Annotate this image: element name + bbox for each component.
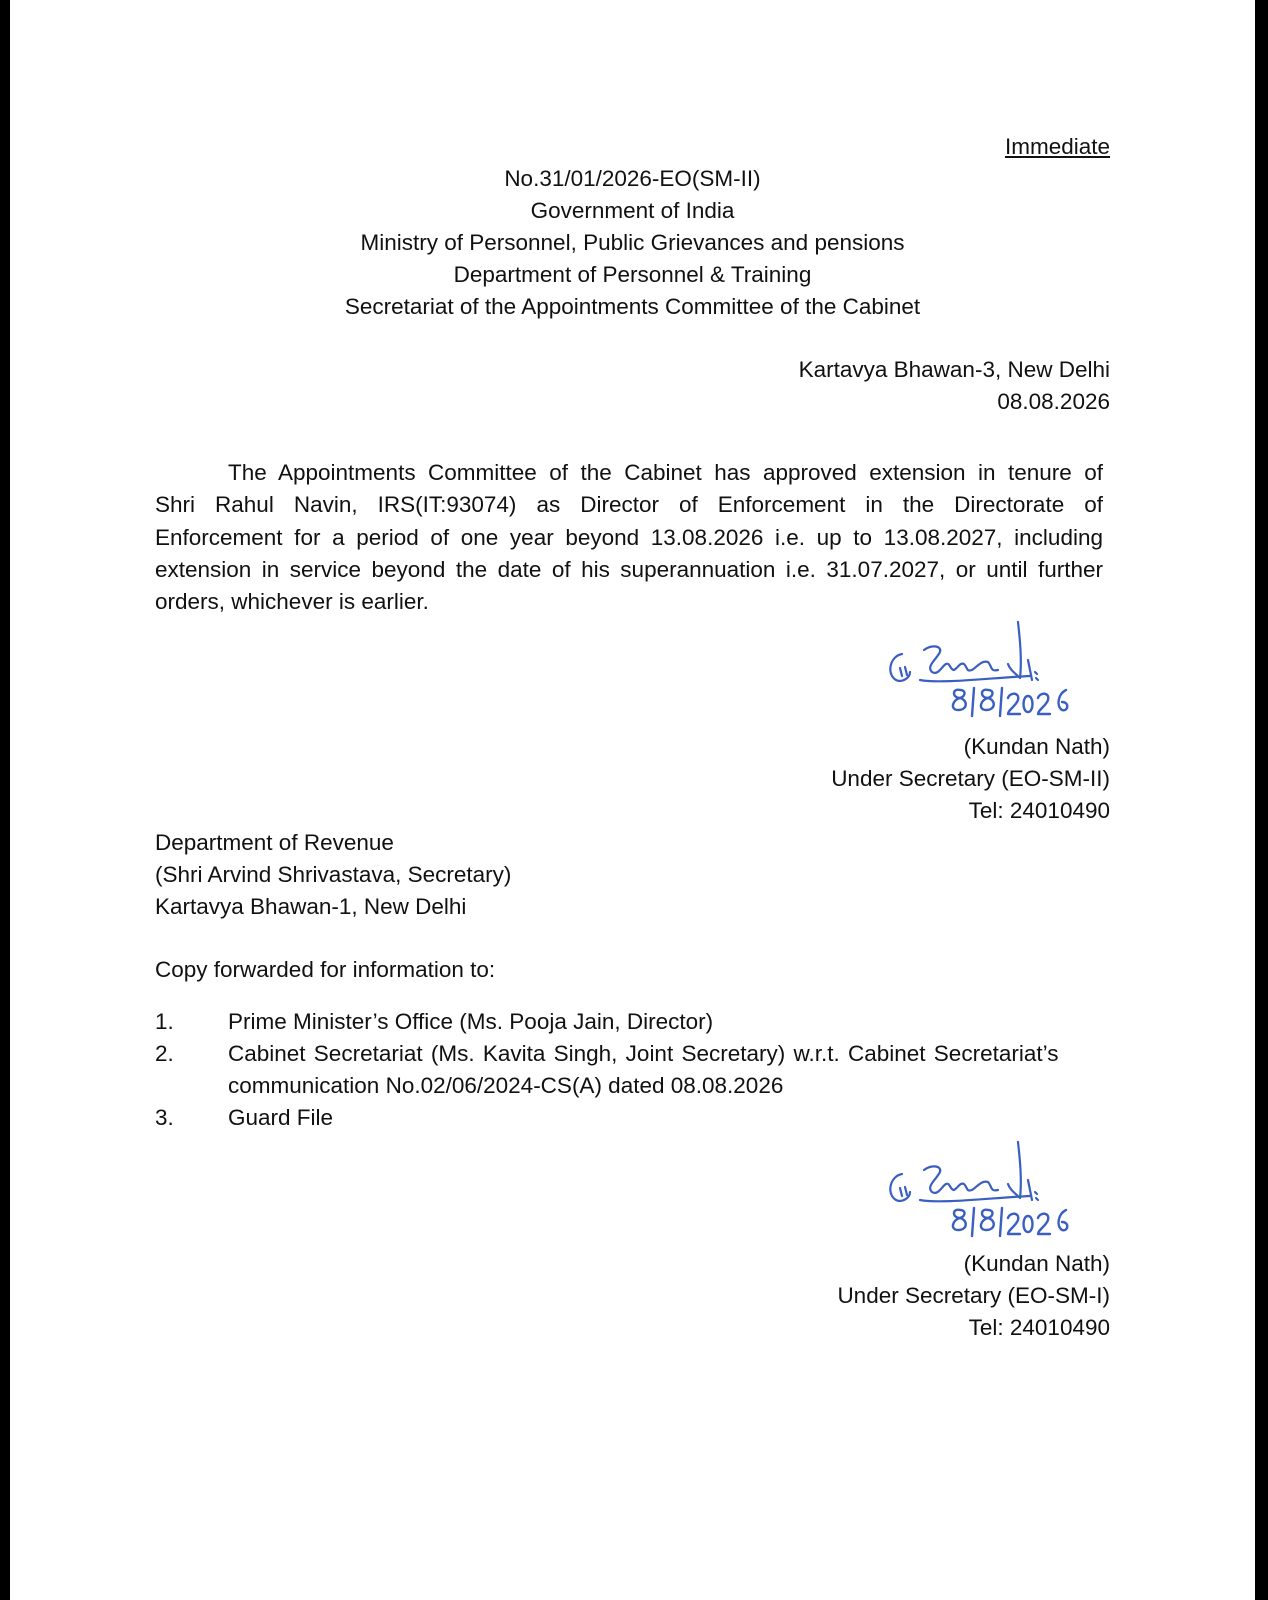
list-item-number: 3. <box>155 1105 174 1130</box>
signatory-designation: Under Secretary (EO-SM-I) <box>837 1283 1110 1308</box>
priority-label: Immediate <box>1004 134 1110 159</box>
signatory-name: (Kundan Nath) <box>963 1251 1110 1276</box>
paragraph-line: Shri Rahul Navin, IRS(IT:93074) as Director of Enforcement in the Directorate of <box>155 492 1103 518</box>
signatory-tel: Tel: 24010490 <box>968 1315 1110 1340</box>
secretariat-line: Secretariat of the Appointments Committee of the Cabinet <box>344 294 921 319</box>
recipient-person: (Shri Arvind Shrivastava, Secretary) <box>155 862 512 887</box>
copy-heading: Copy forwarded for information to: <box>155 957 496 982</box>
list-item-number: 1. <box>155 1009 174 1034</box>
list-item-number: 2. <box>155 1041 174 1066</box>
signatory-tel: Tel: 24010490 <box>968 798 1110 823</box>
paragraph-line: The Appointments Committee of the Cabinet has approved extension in tenure of <box>228 460 1103 485</box>
date: 08.08.2026 <box>997 389 1110 414</box>
order-paragraph <box>155 457 1103 618</box>
department-line: Department of Personnel & Training <box>453 262 812 287</box>
paragraph-line: extension in service beyond the date of his superannuation i.e. 31.07.2027, or until further <box>155 556 1103 582</box>
recipient-address: Kartavya Bhawan-1, New Delhi <box>155 894 467 919</box>
signatory-name: (Kundan Nath) <box>963 734 1110 759</box>
signature-1 <box>880 620 1080 725</box>
list-item: Prime Minister’s Office (Ms. Pooja Jain, Director) <box>228 1009 714 1034</box>
list-item: Guard File <box>228 1105 334 1130</box>
document-page <box>10 0 1255 1600</box>
list-item <box>228 1038 1103 1070</box>
government-line: Government of India <box>530 198 735 223</box>
paragraph-line: Enforcement for a period of one year beyond 13.08.2026 i.e. up to 13.08.2027, including <box>155 524 1103 550</box>
list-item-line: communication No.02/06/2024-CS(A) dated 08.08.2026 <box>228 1073 784 1098</box>
recipient-department: Department of Revenue <box>155 830 394 855</box>
paragraph-line: orders, whichever is earlier. <box>155 589 429 615</box>
signature-2 <box>880 1140 1080 1245</box>
list-item-line: Cabinet Secretariat (Ms. Kavita Singh, Joint Secretary) w.r.t. Cabinet Secretariat’s <box>228 1041 1059 1066</box>
signatory-designation: Under Secretary (EO-SM-II) <box>831 766 1110 791</box>
ministry-line: Ministry of Personnel, Public Grievances and pensions <box>360 230 905 255</box>
file-number: No.31/01/2026-EO(SM-II) <box>504 166 761 191</box>
place: Kartavya Bhawan-3, New Delhi <box>798 357 1110 382</box>
